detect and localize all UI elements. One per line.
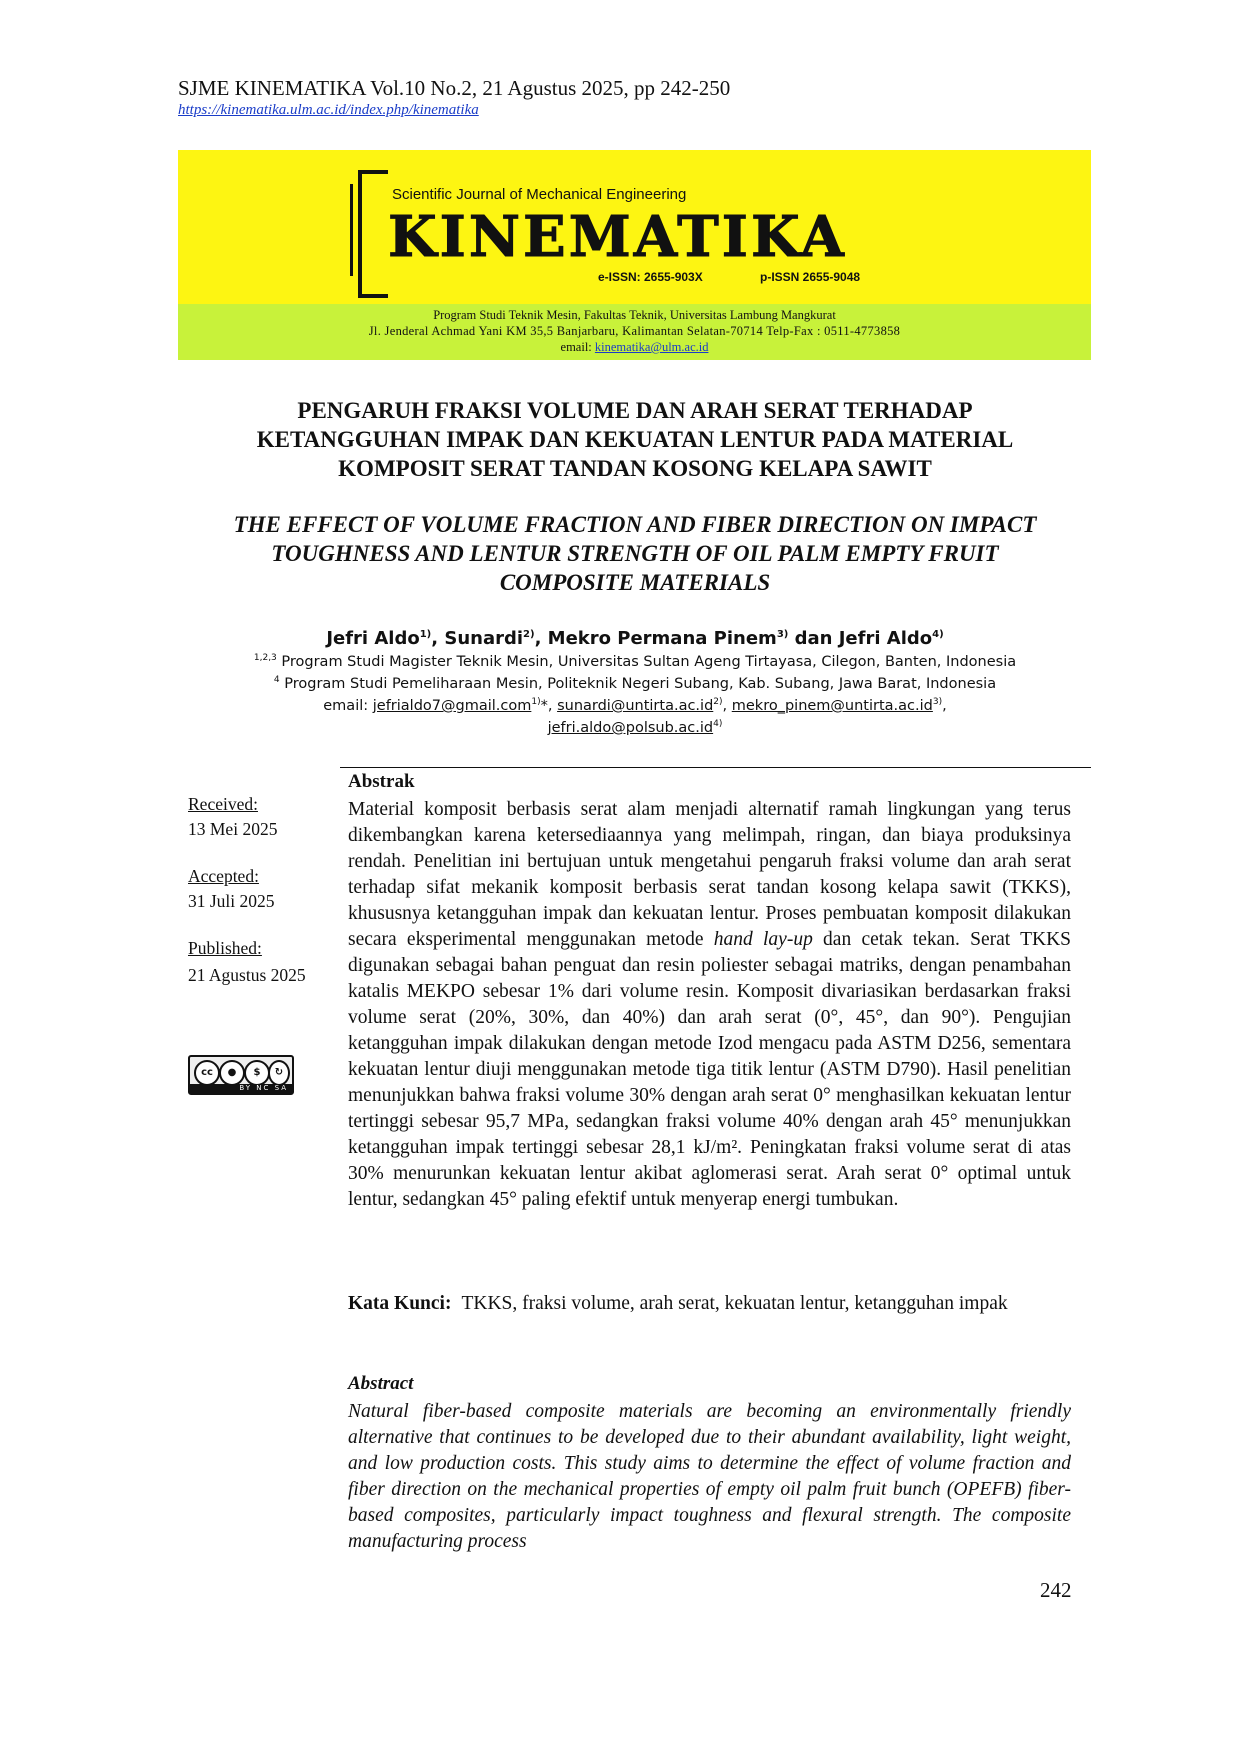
abstract-body: Natural fiber-based composite materials are becoming an environmentally friendly alternative that continues to be developed due to their abundant availability, light weight, and low production costs. This study aims to determine the effect of volume fraction and fiber direction on the mechanical properties of empty oil palm fruit bunch (OPEFB) fiber-based composites, particularly impact toughness and flexural strength. The composite manufacturing process bbox=[348, 1401, 1071, 1552]
email-separator: , bbox=[722, 697, 732, 714]
author-3-sup: 3) bbox=[776, 629, 789, 640]
affiliation-1-sup: 1,2,3 bbox=[253, 653, 277, 663]
abstrak-heading: Abstrak bbox=[348, 771, 415, 792]
by-person-icon: ● bbox=[219, 1060, 245, 1086]
title-id-line-2: KETANGGUHAN IMPAK DAN KEKUATAN LENTUR PADA MATERIAL bbox=[256, 427, 1014, 452]
abstrak-text-1: Material komposit berbasis serat alam menjadi alternatif ramah lingkungan yang terus dikembangkan karena ketersediaannya yang melimpah, ringan, dan biaya produksinya rendah. Penelitian ini bertujuan untuk mengetahui pengaruh fraksi volume dan arah serat terhadap sifat mekanik komposit berbasis serat tandan kosong kelapa sawit (TKKS), khususnya ketangguhan impak dan kekuatan lentur. Proses pembuatan komposit dilakukan secara eksperimental menggunakan metode bbox=[348, 799, 1071, 950]
page-number: 242 bbox=[1040, 1578, 1072, 1602]
email-2-sup: 2) bbox=[713, 697, 723, 707]
published-date: 21 Agustus 2025 bbox=[188, 965, 306, 985]
author-1: Jefri Aldo bbox=[326, 628, 420, 649]
email-tail: , bbox=[942, 697, 947, 714]
banner-bracket-icon bbox=[358, 170, 388, 298]
author-2: , Sunardi bbox=[431, 628, 524, 649]
email-link-1[interactable]: jefrialdo7@gmail.com bbox=[372, 697, 532, 714]
abstrak-text-2: dan cetak tekan. Serat TKKS digunakan sebagai bahan penguat dan resin poliester sebagai matriks, dengan penambahan katalis MEKPO sebesar 1% dari volume resin. Komposit divariasikan berdasarkan fraksi volume serat (20%, 30%, dan 40%) dan arah serat (0°, 45°, dan 90°). Pengujian ketangguhan impak dilakukan dengan metode Izod mengacu pada ASTM D256, sementara kekuatan lentur diuji menggunakan metode tiga titik lentur (ASTM D790). Hasil penelitian menunjukkan bahwa fraksi volume 30% dengan arah serat 0° menghasilkan kekuatan lentur tertinggi sebesar 95,7 MPa, sedangkan fraksi volume 40% dengan arah 45° menunjukkan ketangguhan impak tertinggi sebesar 28,1 kJ/m². Peningkatan fraksi volume serat di atas 30% menurunkan kekuatan lentur akibat aglomerasi serat. Arah serat 0° optimal untuk lentur, sedangkan 45° paling efektif untuk menyerap energi tumbukan. bbox=[348, 929, 1071, 1210]
banner-logo-text: KINEMATIKA bbox=[388, 204, 847, 270]
title-en-line-2: TOUGHNESS AND LENTUR STRENGTH OF OIL PALM EMPTY FRUIT bbox=[271, 541, 999, 566]
cc-license-badge bbox=[188, 1055, 294, 1095]
abstract-heading: Abstract bbox=[348, 1373, 414, 1394]
accepted-label: Accepted: bbox=[188, 866, 259, 886]
cc-icon: cc bbox=[194, 1060, 220, 1086]
banner-subtitle: Scientific Journal of Mechanical Engineering bbox=[392, 186, 687, 203]
abstrak-body bbox=[348, 797, 1071, 1213]
affiliation-2 bbox=[150, 675, 1120, 692]
license-strip: BY NC SA bbox=[190, 1084, 292, 1093]
affiliation-1 bbox=[150, 653, 1120, 670]
title-en-line-3: COMPOSITE MATERIALS bbox=[499, 570, 771, 595]
received-date: 13 Mei 2025 bbox=[188, 819, 278, 839]
email-link-2[interactable]: sunardi@untirta.ac.id bbox=[557, 697, 714, 714]
email-line-1 bbox=[150, 697, 1120, 714]
received-label: Received: bbox=[188, 794, 258, 814]
email-1-sup: 1) bbox=[531, 697, 541, 707]
keywords bbox=[348, 1291, 1071, 1317]
banner-email-link[interactable]: kinematika@ulm.ac.id bbox=[594, 340, 709, 354]
published-label: Published: bbox=[188, 938, 262, 958]
title-english bbox=[150, 510, 1120, 597]
keywords-text: TKKS, fraksi volume, arah serat, kekuatan lentur, ketangguhan impak bbox=[461, 1293, 1008, 1314]
author-4: dan Jefri Aldo bbox=[788, 628, 933, 649]
banner-e-issn: e-ISSN: 2655-903X bbox=[598, 270, 703, 284]
affiliation-2-text: Program Studi Pemeliharaan Mesin, Politeknik Negeri Subang, Kab. Subang, Jawa Barat, Indonesia bbox=[279, 675, 997, 692]
affiliation-2-sup: 4 bbox=[273, 675, 280, 685]
journal-url-link[interactable]: https://kinematika.ulm.ac.id/index.php/kinematika bbox=[178, 102, 479, 118]
affiliation-1-text: Program Studi Magister Teknik Mesin, Universitas Sultan Ageng Tirtayasa, Cilegon, Banten, Indonesia bbox=[276, 653, 1017, 670]
author-list bbox=[150, 628, 1120, 649]
email-link-4[interactable]: jefri.aldo@polsub.ac.id bbox=[547, 719, 714, 736]
email-link-3[interactable]: mekro_pinem@untirta.ac.id bbox=[731, 697, 933, 714]
abstrak-italic-term: hand lay-up bbox=[713, 929, 813, 950]
banner-address: Jl. Jenderal Achmad Yani KM 35,5 Banjarbaru, Kalimantan Selatan-70714 Telp-Fax : 0511-4773858 bbox=[368, 324, 901, 338]
banner-email-line bbox=[178, 340, 1091, 355]
title-id-line-1: PENGARUH FRAKSI VOLUME DAN ARAH SERAT TERHADAP bbox=[297, 398, 973, 423]
author-2-sup: 2) bbox=[523, 629, 535, 640]
banner-email-label: email: bbox=[560, 340, 595, 354]
author-3: , Mekro Permana Pinem bbox=[534, 628, 777, 649]
title-id-line-3: KOMPOSIT SERAT TANDAN KOSONG KELAPA SAWIT bbox=[338, 456, 932, 481]
journal-banner bbox=[178, 150, 1091, 360]
title-en-line-1: THE EFFECT OF VOLUME FRACTION AND FIBER DIRECTION ON IMPACT bbox=[233, 512, 1037, 537]
accepted-date: 31 Juli 2025 bbox=[188, 891, 275, 911]
keywords-label: Kata Kunci: bbox=[348, 1293, 452, 1314]
title-indonesian bbox=[150, 396, 1120, 483]
author-1-sup: 1) bbox=[419, 629, 432, 640]
banner-p-issn: p-ISSN 2655-9048 bbox=[760, 270, 861, 284]
email-3-sup: 3) bbox=[932, 697, 943, 707]
email-line-2 bbox=[150, 719, 1120, 736]
email-4-sup: 4) bbox=[713, 719, 723, 729]
banner-institution: Program Studi Teknik Mesin, Fakultas Teknik, Universitas Lambung Mangkurat bbox=[433, 308, 836, 322]
author-4-sup: 4) bbox=[932, 629, 944, 640]
noncommercial-icon: $ bbox=[244, 1060, 270, 1086]
email-label: email: bbox=[323, 697, 373, 714]
journal-citation: SJME KINEMATIKA Vol.10 No.2, 21 Agustus 2025, pp 242-250 bbox=[178, 76, 731, 100]
email-1-mark: *, bbox=[540, 697, 558, 714]
sharealike-icon: ↻ bbox=[268, 1060, 290, 1086]
abstract-divider bbox=[340, 767, 1091, 768]
